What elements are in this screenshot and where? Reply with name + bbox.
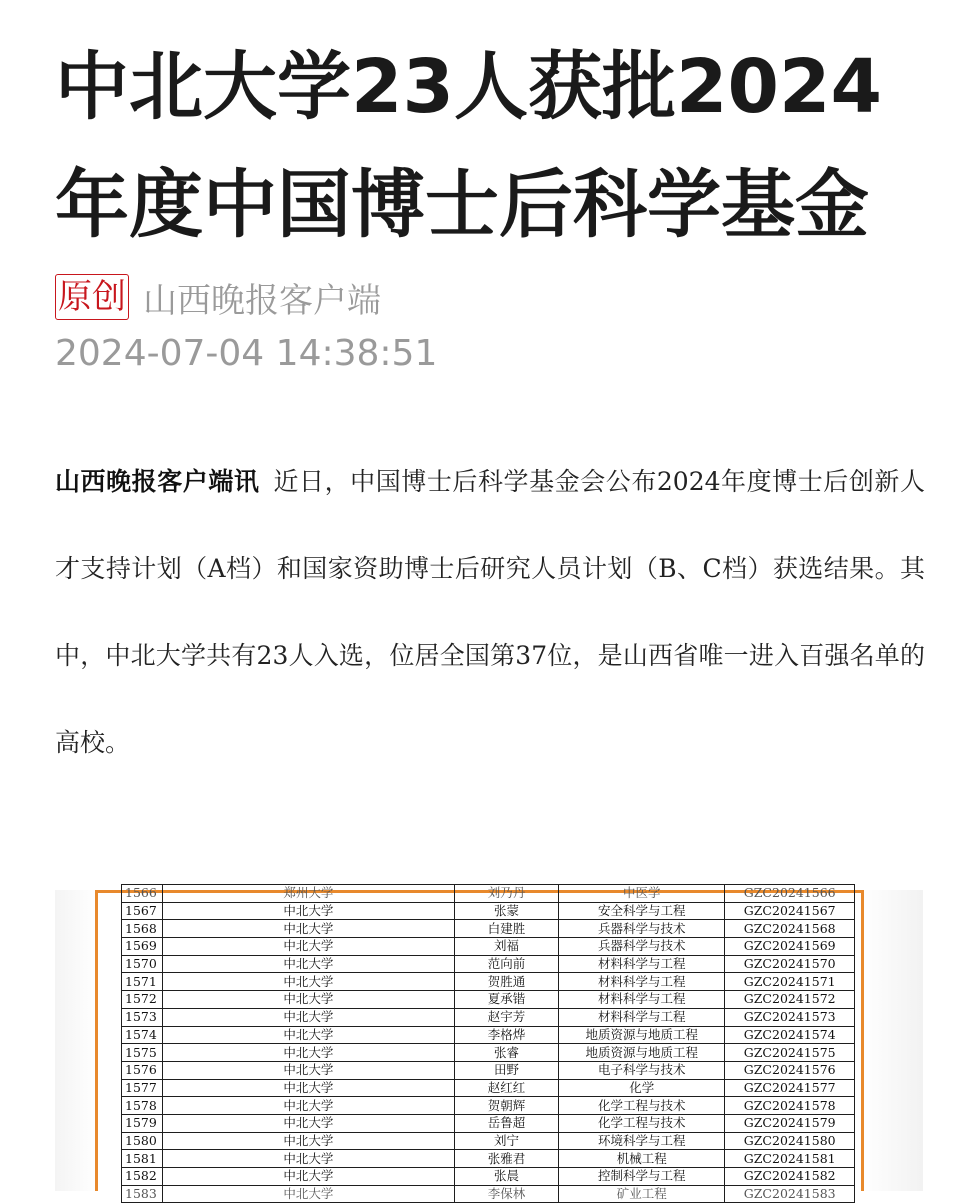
row-number: 1570 xyxy=(122,955,163,973)
image-edge-right xyxy=(861,890,923,1191)
discipline-cell: 材料科学与工程 xyxy=(559,1008,725,1026)
row-number: 1578 xyxy=(122,1097,163,1115)
grant-id-cell: GZC20241571 xyxy=(725,973,855,991)
grant-id-cell: GZC20241568 xyxy=(725,920,855,938)
discipline-cell: 中医学 xyxy=(559,885,725,903)
row-number: 1566 xyxy=(122,885,163,903)
roster-table xyxy=(121,884,855,1203)
name-cell: 刘乃丹 xyxy=(454,885,558,903)
institution-cell: 中北大学 xyxy=(162,1008,454,1026)
name-cell: 田野 xyxy=(454,1061,558,1079)
row-number: 1574 xyxy=(122,1026,163,1044)
name-cell: 李保林 xyxy=(454,1185,558,1203)
row-number: 1577 xyxy=(122,1079,163,1097)
row-number: 1568 xyxy=(122,920,163,938)
discipline-cell: 化学工程与技术 xyxy=(559,1097,725,1115)
name-cell: 夏承锴 xyxy=(454,991,558,1009)
table-row xyxy=(122,1185,855,1203)
grant-id-cell: GZC20241567 xyxy=(725,902,855,920)
name-cell: 刘福 xyxy=(454,938,558,956)
table-row xyxy=(122,973,855,991)
discipline-cell: 化学工程与技术 xyxy=(559,1114,725,1132)
institution-cell: 中北大学 xyxy=(162,1150,454,1168)
grant-id-cell: GZC20241574 xyxy=(725,1026,855,1044)
discipline-cell: 地质资源与地质工程 xyxy=(559,1044,725,1062)
row-number: 1582 xyxy=(122,1168,163,1186)
discipline-cell: 材料科学与工程 xyxy=(559,973,725,991)
source-name[interactable]: 山西晚报客户端 xyxy=(143,280,381,321)
row-number: 1583 xyxy=(122,1185,163,1203)
name-cell: 范向前 xyxy=(454,955,558,973)
roster-image xyxy=(55,885,923,1202)
name-cell: 张晨 xyxy=(454,1168,558,1186)
table-row xyxy=(122,1008,855,1026)
institution-cell: 中北大学 xyxy=(162,1185,454,1203)
article-title xyxy=(55,28,925,264)
name-cell: 张蒙 xyxy=(454,902,558,920)
discipline-cell: 控制科学与工程 xyxy=(559,1168,725,1186)
name-cell: 赵宇芳 xyxy=(454,1008,558,1026)
row-number: 1573 xyxy=(122,1008,163,1026)
institution-cell: 中北大学 xyxy=(162,1061,454,1079)
article-meta xyxy=(55,272,381,322)
table-row xyxy=(122,1150,855,1168)
institution-cell: 中北大学 xyxy=(162,1114,454,1132)
row-number: 1571 xyxy=(122,973,163,991)
row-number: 1567 xyxy=(122,902,163,920)
article-title-line2: 年度中国博士后科学基金 xyxy=(55,162,869,248)
institution-cell: 中北大学 xyxy=(162,1168,454,1186)
name-cell: 李格烨 xyxy=(454,1026,558,1044)
name-cell: 贺朝辉 xyxy=(454,1097,558,1115)
table-row xyxy=(122,920,855,938)
article-lead: 山西晚报客户端讯 xyxy=(55,467,260,496)
row-number: 1575 xyxy=(122,1044,163,1062)
table-row xyxy=(122,902,855,920)
name-cell: 刘宁 xyxy=(454,1132,558,1150)
institution-cell: 中北大学 xyxy=(162,1132,454,1150)
row-number: 1576 xyxy=(122,1061,163,1079)
institution-cell: 中北大学 xyxy=(162,938,454,956)
table-frame-left xyxy=(95,890,98,1191)
grant-id-cell: GZC20241569 xyxy=(725,938,855,956)
image-edge-left xyxy=(55,890,97,1191)
institution-cell: 中北大学 xyxy=(162,955,454,973)
table-row xyxy=(122,1061,855,1079)
table-row xyxy=(122,1114,855,1132)
discipline-cell: 安全科学与工程 xyxy=(559,902,725,920)
roster-table-body xyxy=(122,885,855,1203)
table-row xyxy=(122,938,855,956)
table-row xyxy=(122,1132,855,1150)
grant-id-cell: GZC20241580 xyxy=(725,1132,855,1150)
institution-cell: 中北大学 xyxy=(162,1026,454,1044)
row-number: 1569 xyxy=(122,938,163,956)
grant-id-cell: GZC20241572 xyxy=(725,991,855,1009)
table-row xyxy=(122,1097,855,1115)
grant-id-cell: GZC20241573 xyxy=(725,1008,855,1026)
discipline-cell: 环境科学与工程 xyxy=(559,1132,725,1150)
name-cell: 白建胜 xyxy=(454,920,558,938)
discipline-cell: 电子科学与技术 xyxy=(559,1061,725,1079)
grant-id-cell: GZC20241579 xyxy=(725,1114,855,1132)
discipline-cell: 化学 xyxy=(559,1079,725,1097)
table-row xyxy=(122,991,855,1009)
name-cell: 张雅君 xyxy=(454,1150,558,1168)
name-cell: 岳鲁超 xyxy=(454,1114,558,1132)
grant-id-cell: GZC20241583 xyxy=(725,1185,855,1203)
discipline-cell: 矿业工程 xyxy=(559,1185,725,1203)
institution-cell: 中北大学 xyxy=(162,1044,454,1062)
table-row xyxy=(122,1044,855,1062)
grant-id-cell: GZC20241578 xyxy=(725,1097,855,1115)
discipline-cell: 兵器科学与技术 xyxy=(559,938,725,956)
grant-id-cell: GZC20241582 xyxy=(725,1168,855,1186)
row-number: 1581 xyxy=(122,1150,163,1168)
institution-cell: 中北大学 xyxy=(162,1079,454,1097)
table-row xyxy=(122,1026,855,1044)
name-cell: 赵红红 xyxy=(454,1079,558,1097)
row-number: 1572 xyxy=(122,991,163,1009)
name-cell: 张睿 xyxy=(454,1044,558,1062)
discipline-cell: 兵器科学与技术 xyxy=(559,920,725,938)
institution-cell: 郑州大学 xyxy=(162,885,454,903)
table-row xyxy=(122,1168,855,1186)
name-cell: 贺胜通 xyxy=(454,973,558,991)
table-row xyxy=(122,885,855,903)
grant-id-cell: GZC20241577 xyxy=(725,1079,855,1097)
institution-cell: 中北大学 xyxy=(162,1097,454,1115)
discipline-cell: 地质资源与地质工程 xyxy=(559,1026,725,1044)
row-number: 1580 xyxy=(122,1132,163,1150)
row-number: 1579 xyxy=(122,1114,163,1132)
article-body xyxy=(55,438,925,786)
discipline-cell: 材料科学与工程 xyxy=(559,955,725,973)
grant-id-cell: GZC20241581 xyxy=(725,1150,855,1168)
institution-cell: 中北大学 xyxy=(162,991,454,1009)
institution-cell: 中北大学 xyxy=(162,920,454,938)
original-badge: 原创 xyxy=(55,274,129,320)
table-frame-right xyxy=(861,890,864,1191)
institution-cell: 中北大学 xyxy=(162,902,454,920)
publish-time: 2024-07-04 14:38:51 xyxy=(55,333,438,374)
article-paragraph: 近日，中国博士后科学基金会公布2024年度博士后创新人才支持计划（A档）和国家资助博士后研究人员计划（B、C档）获选结果。其中，中北大学共有23人入选，位居全国第37位，是山西省唯一进入百强名单的高校。 xyxy=(55,467,925,757)
table-row xyxy=(122,1079,855,1097)
grant-id-cell: GZC20241575 xyxy=(725,1044,855,1062)
discipline-cell: 材料科学与工程 xyxy=(559,991,725,1009)
discipline-cell: 机械工程 xyxy=(559,1150,725,1168)
article-title-line1: 中北大学23人获批2024 xyxy=(55,44,882,130)
grant-id-cell: GZC20241576 xyxy=(725,1061,855,1079)
grant-id-cell: GZC20241570 xyxy=(725,955,855,973)
table-row xyxy=(122,955,855,973)
institution-cell: 中北大学 xyxy=(162,973,454,991)
grant-id-cell: GZC20241566 xyxy=(725,885,855,903)
